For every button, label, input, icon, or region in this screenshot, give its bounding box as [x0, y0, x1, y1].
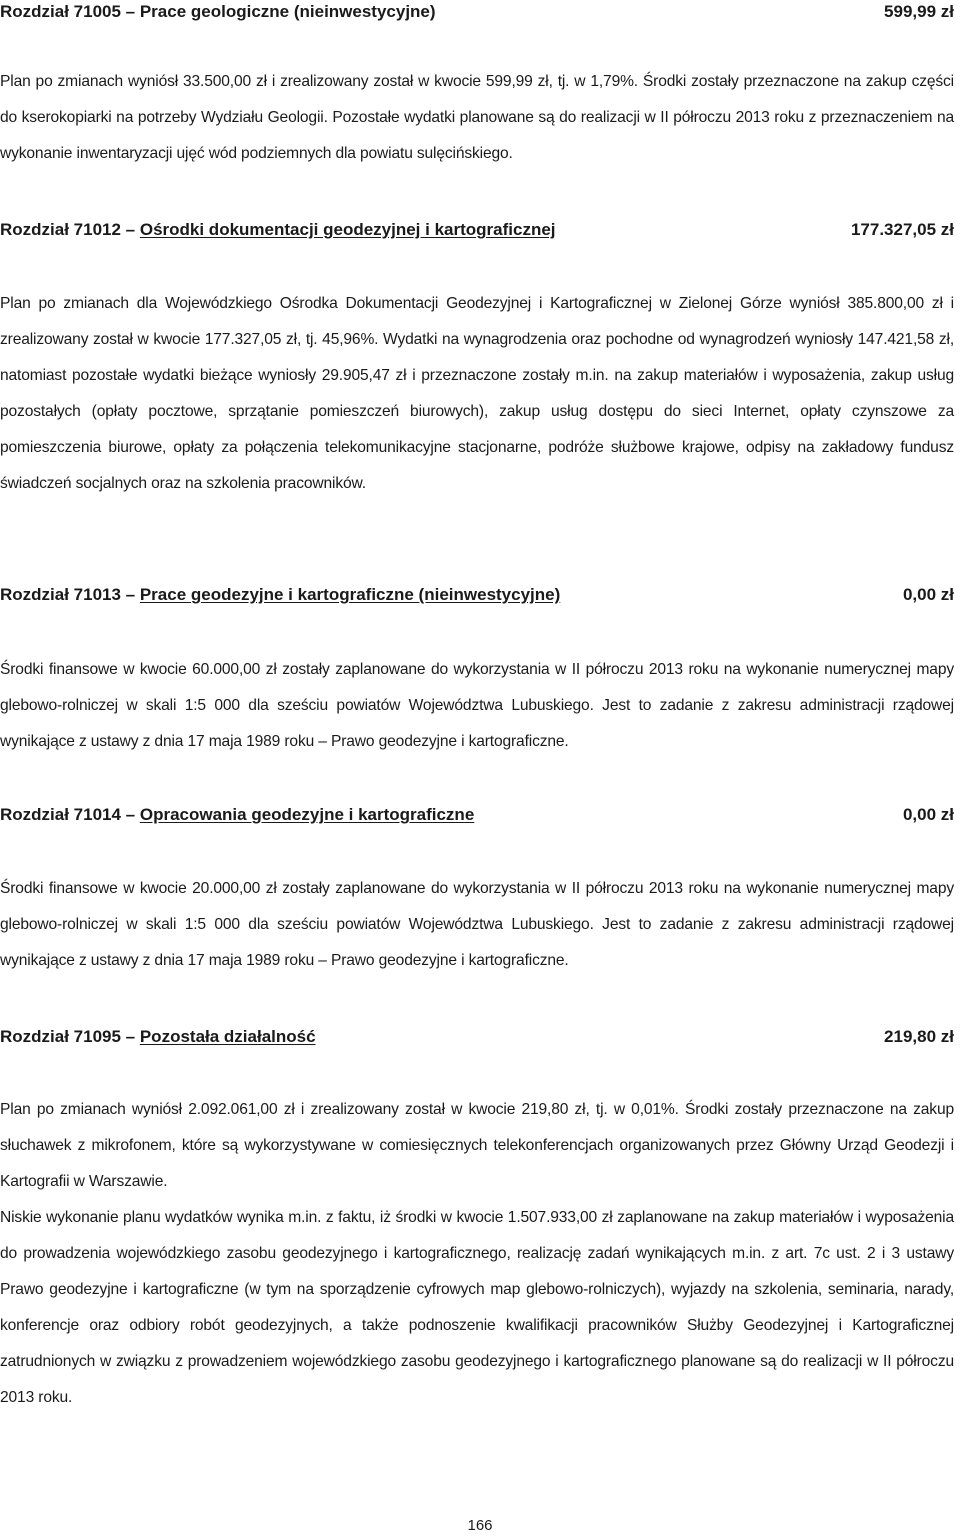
section-paragraph: Plan po zmianach wyniósł 2.092.061,00 zł i zrealizowany został w kwocie 219,80 zł, tj. w 0,01%. Środki zostały przeznaczone na zakup słuchawek z mikrofonem, które są wykorzystywane w comiesięcznych telekonferencjach organizowanych przez Główny Urząd Geodezji i Kartografii w Warszawie.	[0, 1101, 954, 1190]
section-title	[0, 218, 556, 242]
section-title	[0, 583, 560, 607]
section-code: Rozdział 71014 –	[0, 805, 140, 824]
section-code: Rozdział 71005 –	[0, 2, 140, 21]
section-paragraph: Środki finansowe w kwocie 20.000,00 zł zostały zaplanowane do wykorzystania w II półroczu 2013 roku na wykonanie numerycznej mapy glebowo-rolniczej w skali 1:5 000 dla sześciu powiatów Województwa Lubuskiego. Jest to zadanie z zakresu administracji rządowej wynikające z ustawy z dnia 17 maja 1989 roku – Prawo geodezyjne i kartograficzne.	[0, 880, 954, 969]
section-code: Rozdział 71013 –	[0, 585, 140, 604]
section-title-text: Opracowania geodezyjne i kartograficzne	[139, 805, 475, 824]
section-amount: 219,80 zł	[884, 1027, 954, 1046]
section-title	[0, 803, 474, 827]
section-amount: 599,99 zł	[884, 2, 954, 21]
section-code: Rozdział 71012 –	[0, 220, 140, 239]
section-amount: 0,00 zł	[902, 805, 954, 824]
section-heading-71095	[0, 1025, 954, 1049]
section-title-text: Pozostała działalność	[139, 1027, 316, 1046]
section-paragraph: Środki finansowe w kwocie 60.000,00 zł zostały zaplanowane do wykorzystania w II półroczu 2013 roku na wykonanie numerycznej mapy glebowo-rolniczej w skali 1:5 000 dla sześciu powiatów Województwa Lubuskiego. Jest to zadanie z zakresu administracji rządowej wynikające z ustawy z dnia 17 maja 1989 roku – Prawo geodezyjne i kartograficzne.	[0, 661, 954, 750]
section-heading-71005	[0, 0, 954, 24]
section-paragraph: Niskie wykonanie planu wydatków wynika m.in. z faktu, iż środki w kwocie 1.507.933,00 zł zaplanowane na zakup materiałów i wyposażenia do prowadzenia wojewódzkiego zasobu geodezyjnego i kartograficznego, realizację zadań wynikających m.in. z art. 7c ust. 2 i 3 ustawy Prawo geodezyjne i kartograficzne (w tym na sporządzenie cyfrowych map glebowo-rolniczych), wyjazdy na szkolenia, seminaria, narady, konferencje oraz odbiory robót geodezyjnych, a także podnoszenie kwalifikacji pracowników Służby Geodezyjnej i Kartograficznej zatrudnionych w związku z prowadzeniem wojewódzkiego zasobu geodezyjnego i kartograficznego planowane są do realizacji w II półroczu 2013 roku.	[0, 1209, 954, 1406]
section-amount: 0,00 zł	[902, 585, 954, 604]
section-title-text: Prace geologiczne (nieinwestycyjne)	[139, 2, 436, 21]
section-heading-71013	[0, 583, 954, 607]
page-number: 166	[467, 1517, 493, 1534]
section-paragraph: Plan po zmianach dla Wojewódzkiego Ośrodka Dokumentacji Geodezyjnej i Kartograficznej w Zielonej Górze wyniósł 385.800,00 zł i zrealizowany został w kwocie 177.327,05 zł, tj. 45,96%. Wydatki na wynagrodzenia oraz pochodne od wynagrodzeń wyniosły 147.421,58 zł, natomiast pozostałe wydatki bieżące wyniosły 29.905,47 zł i przeznaczone zostały m.in. na zakup materiałów i wyposażenia, zakup usług pozostałych (opłaty pocztowe, sprzątanie pomieszczeń biurowych), zakup usług dostępu do sieci Internet, opłaty czynszowe za pomieszczenia biurowe, opłaty za połączenia telekomunikacyjne stacjonarne, podróże służbowe krajowe, odpisy na zakładowy fundusz świadczeń socjalnych oraz na szkolenia pracowników.	[0, 295, 954, 492]
section-title	[0, 0, 436, 24]
section-code: Rozdział 71095 –	[0, 1027, 140, 1046]
section-heading-71014	[0, 803, 954, 827]
section-heading-71012	[0, 218, 954, 242]
section-paragraph: Plan po zmianach wyniósł 33.500,00 zł i zrealizowany został w kwocie 599,99 zł, tj. w 1,79%. Środki zostały przeznaczone na zakup części do kserokopiarki na potrzeby Wydziału Geologii. Pozostałe wydatki planowane są do realizacji w II półroczu 2013 roku z przeznaczeniem na wykonanie inwentaryzacji ujęć wód podziemnych dla powiatu sulęcińskiego.	[0, 73, 954, 162]
section-title-text: Prace geodezyjne i kartograficzne (nieinwestycyjne)	[139, 585, 561, 604]
section-title	[0, 1025, 316, 1049]
section-amount: 177.327,05 zł	[850, 220, 954, 239]
section-title-text: Ośrodki dokumentacji geodezyjnej i kartograficznej	[139, 220, 556, 239]
